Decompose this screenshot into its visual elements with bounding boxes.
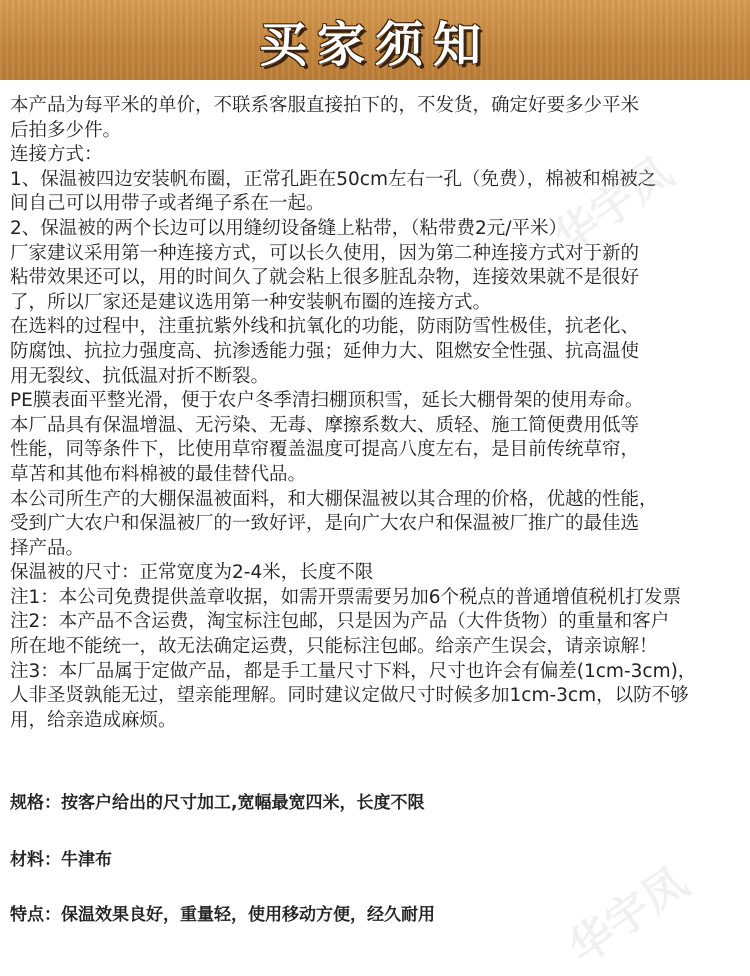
notice-line: 注3：本厂品属于定做产品，都是手工量尺寸下料，尺寸也许会有偏差(1cm-3cm)，: [10, 660, 697, 682]
notice-line: 注1：本公司免费提供盖章收据，如需开票需要另加6个税点的普通增值税机打发票: [10, 586, 682, 608]
title-banner: [0, 0, 750, 80]
notice-line: 性能，同等条件下，比使用草帘覆盖温度可提高八度左右，是目前传统草帘，: [10, 439, 640, 461]
notice-line: 厂家建议采用第一种连接方式，可以长久使用，因为第二种连接方式对于新的: [10, 242, 640, 264]
spec-size: 规格：按客户给出的尺寸加工,宽幅最宽四米，长度不限: [10, 793, 425, 813]
notice-line: 防腐蚀、抗拉力强度高、抗渗透能力强；延伸力大、阻燃安全性强、抗高温使: [10, 340, 640, 362]
notice-line: 间自己可以用带子或者绳子系在一起。: [10, 193, 325, 215]
notice-line: 后拍多少件。: [10, 119, 122, 141]
spec-feature: 特点：保温效果良好，重量轻，使用移动方便，经久耐用: [10, 905, 435, 925]
watermark: 华宇凤: [544, 146, 683, 265]
notice-line: 草苫和其他布料棉被的最佳替代品。: [10, 463, 307, 485]
notice-line: 1、保温被四边安装帆布圈，正常孔距在50cm左右一孔（免费），棉被和棉被之: [10, 168, 657, 190]
notice-line: 本公司所生产的大棚保温被面料，和大棚保温被以其合理的价格，优越的性能，: [10, 488, 658, 510]
notice-line: 粘带效果还可以，用的时间久了就会粘上很多脏乱杂物，连接效果就不是很好: [10, 267, 640, 289]
banner-title: 买家须知: [258, 16, 491, 73]
notice-line: 受到广大农户和保温被厂的一致好评，是向广大农户和保温被厂推广的最佳选: [10, 513, 640, 535]
notice-line: 本产品为每平米的单价，不联系客服直接拍下的，不发货，确定好要多少平米: [10, 95, 640, 116]
watermark: 华宇凤: [559, 856, 698, 975]
notice-text: [10, 94, 742, 733]
spec-material: 材料：牛津布: [10, 850, 112, 870]
notice-line: 保温被的尺寸：正常宽度为2-4米，长度不限: [10, 562, 374, 584]
notice-line: 择产品。: [10, 537, 85, 559]
notice-line: 了，所以厂家还是建议选用第一种安装帆布圈的连接方式。: [10, 291, 492, 313]
notice-line: 2、保温被的两个长边可以用缝纫设备缝上粘带，（粘带费2元/平米）: [10, 217, 568, 239]
notice-line: 连接方式：: [10, 144, 103, 166]
notice-line: 用无裂纹、抗低温对折不断裂。: [10, 365, 270, 387]
notice-line: 用，给亲造成麻烦。: [10, 709, 177, 731]
notice-line: 人非圣贤孰能无过，望亲能理解。同时建议定做尺寸时候多加1cm-3cm，以防不够: [10, 685, 689, 707]
notice-line: 在选料的过程中，注重抗紫外线和抗氧化的功能，防雨防雪性极佳，抗老化、: [10, 316, 640, 338]
notice-line: 注2：本产品不含运费，淘宝标注包邮，只是因为产品（大件货物）的重量和客户: [10, 611, 670, 633]
notice-line: 本厂品具有保温增温、无污染、无毒、摩擦系数大、质轻、施工简便费用低等: [10, 414, 640, 436]
notice-line: 所在地不能统一，故无法确定运费，只能标注包邮。给亲产生误会，请亲谅解！: [10, 636, 658, 658]
notice-line: PE膜表面平整光滑，便于农户冬季清扫棚顶积雪，延长大棚骨架的使用寿命。: [10, 390, 644, 412]
